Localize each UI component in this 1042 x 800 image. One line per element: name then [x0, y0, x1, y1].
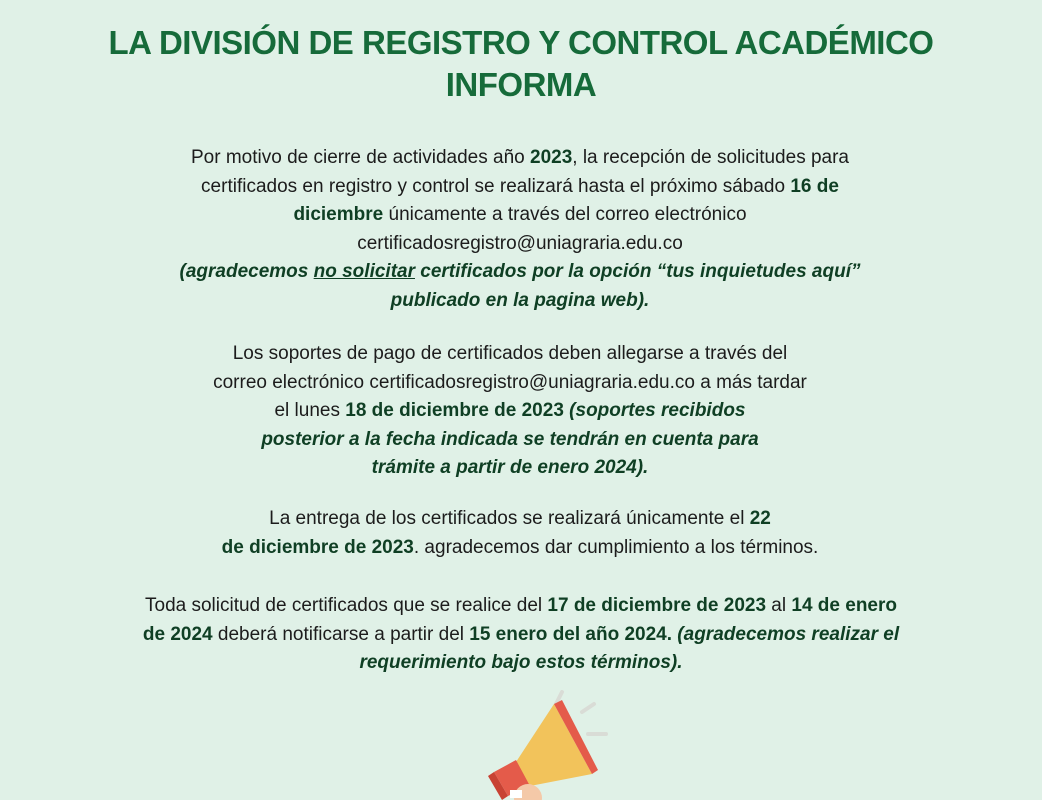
paragraph-payment-support	[140, 340, 880, 483]
note-text: certificados por la opción “tus inquietudes aquí”	[414, 261, 861, 283]
date-highlight: 14 de enero	[791, 595, 897, 616]
p2-note-line-2: posterior a la fecha indicada se tendrán en cuenta para	[261, 428, 759, 450]
p2-line-1: Los soportes de pago de certificados deben allegarse a través del	[232, 343, 788, 364]
text: . agradecemos dar cumplimiento a los términos.	[413, 536, 819, 558]
note-text: (agradecemos	[179, 261, 314, 283]
text: el lunes	[274, 400, 346, 422]
p1-note-line-1	[120, 258, 920, 287]
p3-line-2	[110, 534, 930, 563]
p1-note-line-2: publicado en la pagina web).	[390, 289, 650, 311]
p1-line-1	[120, 144, 920, 173]
date-highlight: 16 de	[790, 175, 839, 197]
text: únicamente a través del correo electrónico	[383, 204, 747, 226]
p3-line-1	[110, 505, 930, 534]
note-text: (agradecemos realizar el	[672, 623, 900, 645]
date-highlight: de diciembre de 2023	[221, 536, 414, 558]
date-highlight: 15 enero del año 2024.	[469, 623, 673, 645]
text: Por motivo de cierre de actividades año	[190, 147, 530, 168]
p2-note-line-3: trámite a partir de enero 2024).	[371, 457, 649, 479]
text: al	[766, 595, 792, 616]
paragraph-delivery	[110, 505, 930, 562]
date-highlight: 17 de diciembre de 2023	[547, 595, 767, 616]
p2-line-3	[140, 397, 880, 426]
page-title	[0, 22, 1042, 106]
p2-line-2: correo electrónico certificadosregistro@uniagraria.edu.co a más tardar	[213, 371, 807, 393]
title-line-2: INFORMA	[445, 66, 597, 103]
date-highlight: de 2024	[142, 623, 213, 645]
p1-line-2	[120, 173, 920, 202]
title-line-1: LA DIVISIÓN DE REGISTRO Y CONTROL ACADÉMICO	[108, 24, 934, 61]
date-highlight: diciembre	[293, 204, 384, 226]
text: deberá notificarse a partir del	[212, 623, 470, 645]
year-highlight: 2023	[530, 147, 573, 168]
p1-email: certificadosregistro@uniagraria.edu.co	[357, 232, 683, 254]
p4-line-2	[40, 621, 1002, 650]
text: , la recepción de solicitudes para	[572, 147, 849, 168]
megaphone-icon	[470, 690, 630, 800]
note-text: (soportes recibidos	[563, 400, 746, 422]
paragraph-holiday-requests	[40, 592, 1002, 678]
text: certificados en registro y control se realizará hasta el próximo sábado	[201, 175, 791, 197]
p4-line-1	[40, 592, 1002, 621]
text: La entrega de los certificados se realizará únicamente el	[269, 508, 750, 529]
text: Toda solicitud de certificados que se realice del	[145, 595, 548, 616]
date-highlight: 22	[749, 508, 771, 529]
p1-line-3	[120, 201, 920, 230]
underlined-note: no solicitar	[313, 261, 415, 283]
date-highlight: 18 de diciembre de 2023	[345, 400, 564, 422]
paragraph-reception-deadline	[120, 144, 920, 316]
p4-note-line-2: requerimiento bajo estos términos).	[359, 652, 683, 674]
